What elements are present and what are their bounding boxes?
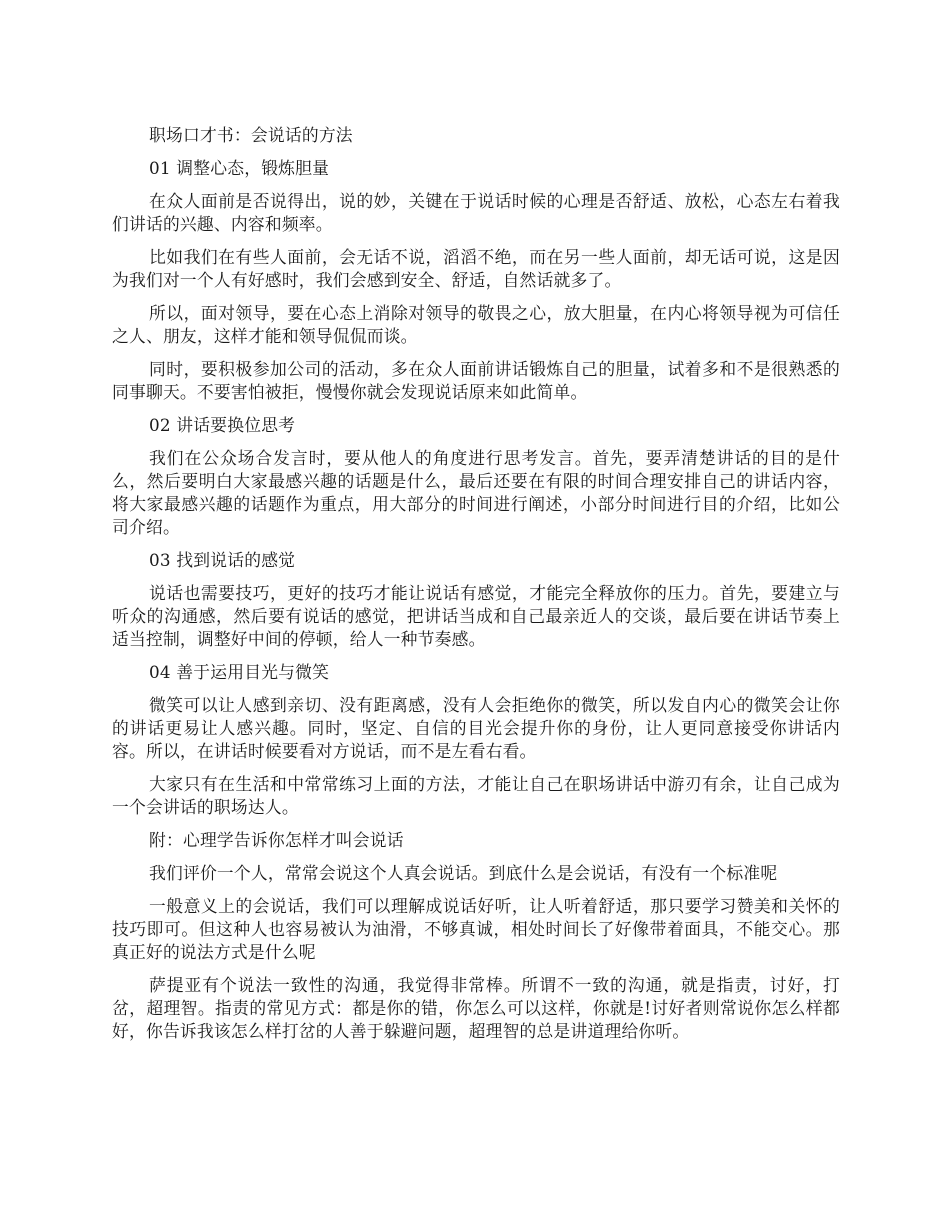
paragraph: 萨提亚有个说法一致性的沟通，我觉得非常棒。所谓不一致的沟通，就是指责，讨好，打岔，超理智。指责的常见方式：都是你的错，你怎么可以这样，你就是!讨好者则常说你怎么样都好，你告诉我该怎么样打岔的人善于躲避问题，超理智的总是讲道理给你听。 [112,975,840,1041]
section-heading-03: 03 找到说话的感觉 [149,550,296,570]
paragraph: 大家只有在生活和中常常练习上面的方法，才能让自己在职场讲话中游刃有余，让自己成为一个会讲话的职场达人。 [112,774,840,817]
paragraph: 我们在公众场合发言时，要从他人的角度进行思考发言。首先，要弄清楚讲话的目的是什么，然后要明白大家最感兴趣的话题是什么，最后还要在有限的时间合理安排自己的讲话内容，将大家最感兴趣的话题作为重点，用大部分的时间进行阐述，小部分时间进行目的介绍，比如公司介绍。 [112,448,840,537]
paragraph: 我们评价一个人，常常会说这个人真会说话。到底什么是会说话，有没有一个标准呢 [149,863,778,883]
appendix-heading: 附：心理学告诉你怎样才叫会说话 [149,830,404,850]
paragraph: 在众人面前是否说得出，说的妙，关键在于说话时候的心理是否舒适、放松，心态左右着我们讲话的兴趣、内容和频率。 [112,191,840,234]
paragraph: 所以，面对领导，要在心态上消除对领导的敬畏之心，放大胆量，在内心将领导视为可信任之人、朋友，这样才能和领导侃侃而谈。 [112,303,840,346]
section-heading-02: 02 讲话要换位思考 [149,415,296,435]
document-title: 职场口才书：会说话的方法 [149,125,353,145]
paragraph: 比如我们在有些人面前，会无话不说，滔滔不绝，而在另一些人面前，却无话可说，这是因为我们对一个人有好感时，我们会感到安全、舒适，自然话就多了。 [112,247,840,290]
document-body [112,124,840,1053]
section-heading-04: 04 善于运用目光与微笑 [149,662,330,682]
paragraph: 说话也需要技巧，更好的技巧才能让说话有感觉，才能完全释放你的压力。首先，要建立与听众的沟通感，然后要有说话的感觉，把讲话当成和自己最亲近人的交谈，最后要在讲话节奏上适当控制，调整好中间的停顿，给人一种节奏感。 [112,583,840,649]
paragraph: 一般意义上的会说话，我们可以理解成说话好听，让人听着舒适，那只要学习赞美和关怀的技巧即可。但这种人也容易被认为油滑，不够真诚，相处时间长了好像带着面具，不能交心。那真正好的说法方式是什么呢 [112,896,840,962]
paragraph: 同时，要积极参加公司的活动，多在众人面前讲话锻炼自己的胆量，试着多和不是很熟悉的同事聊天。不要害怕被拒，慢慢你就会发现说话原来如此简单。 [112,359,840,402]
paragraph: 微笑可以让人感到亲切、没有距离感，没有人会拒绝你的微笑，所以发自内心的微笑会让你的讲话更易让人感兴趣。同时，坚定、自信的目光会提升你的身份，让人更同意接受你讲话内容。所以，在讲话时候要看对方说话，而不是左看右看。 [112,695,840,761]
section-heading-01: 01 调整心态，锻炼胆量 [149,158,330,178]
